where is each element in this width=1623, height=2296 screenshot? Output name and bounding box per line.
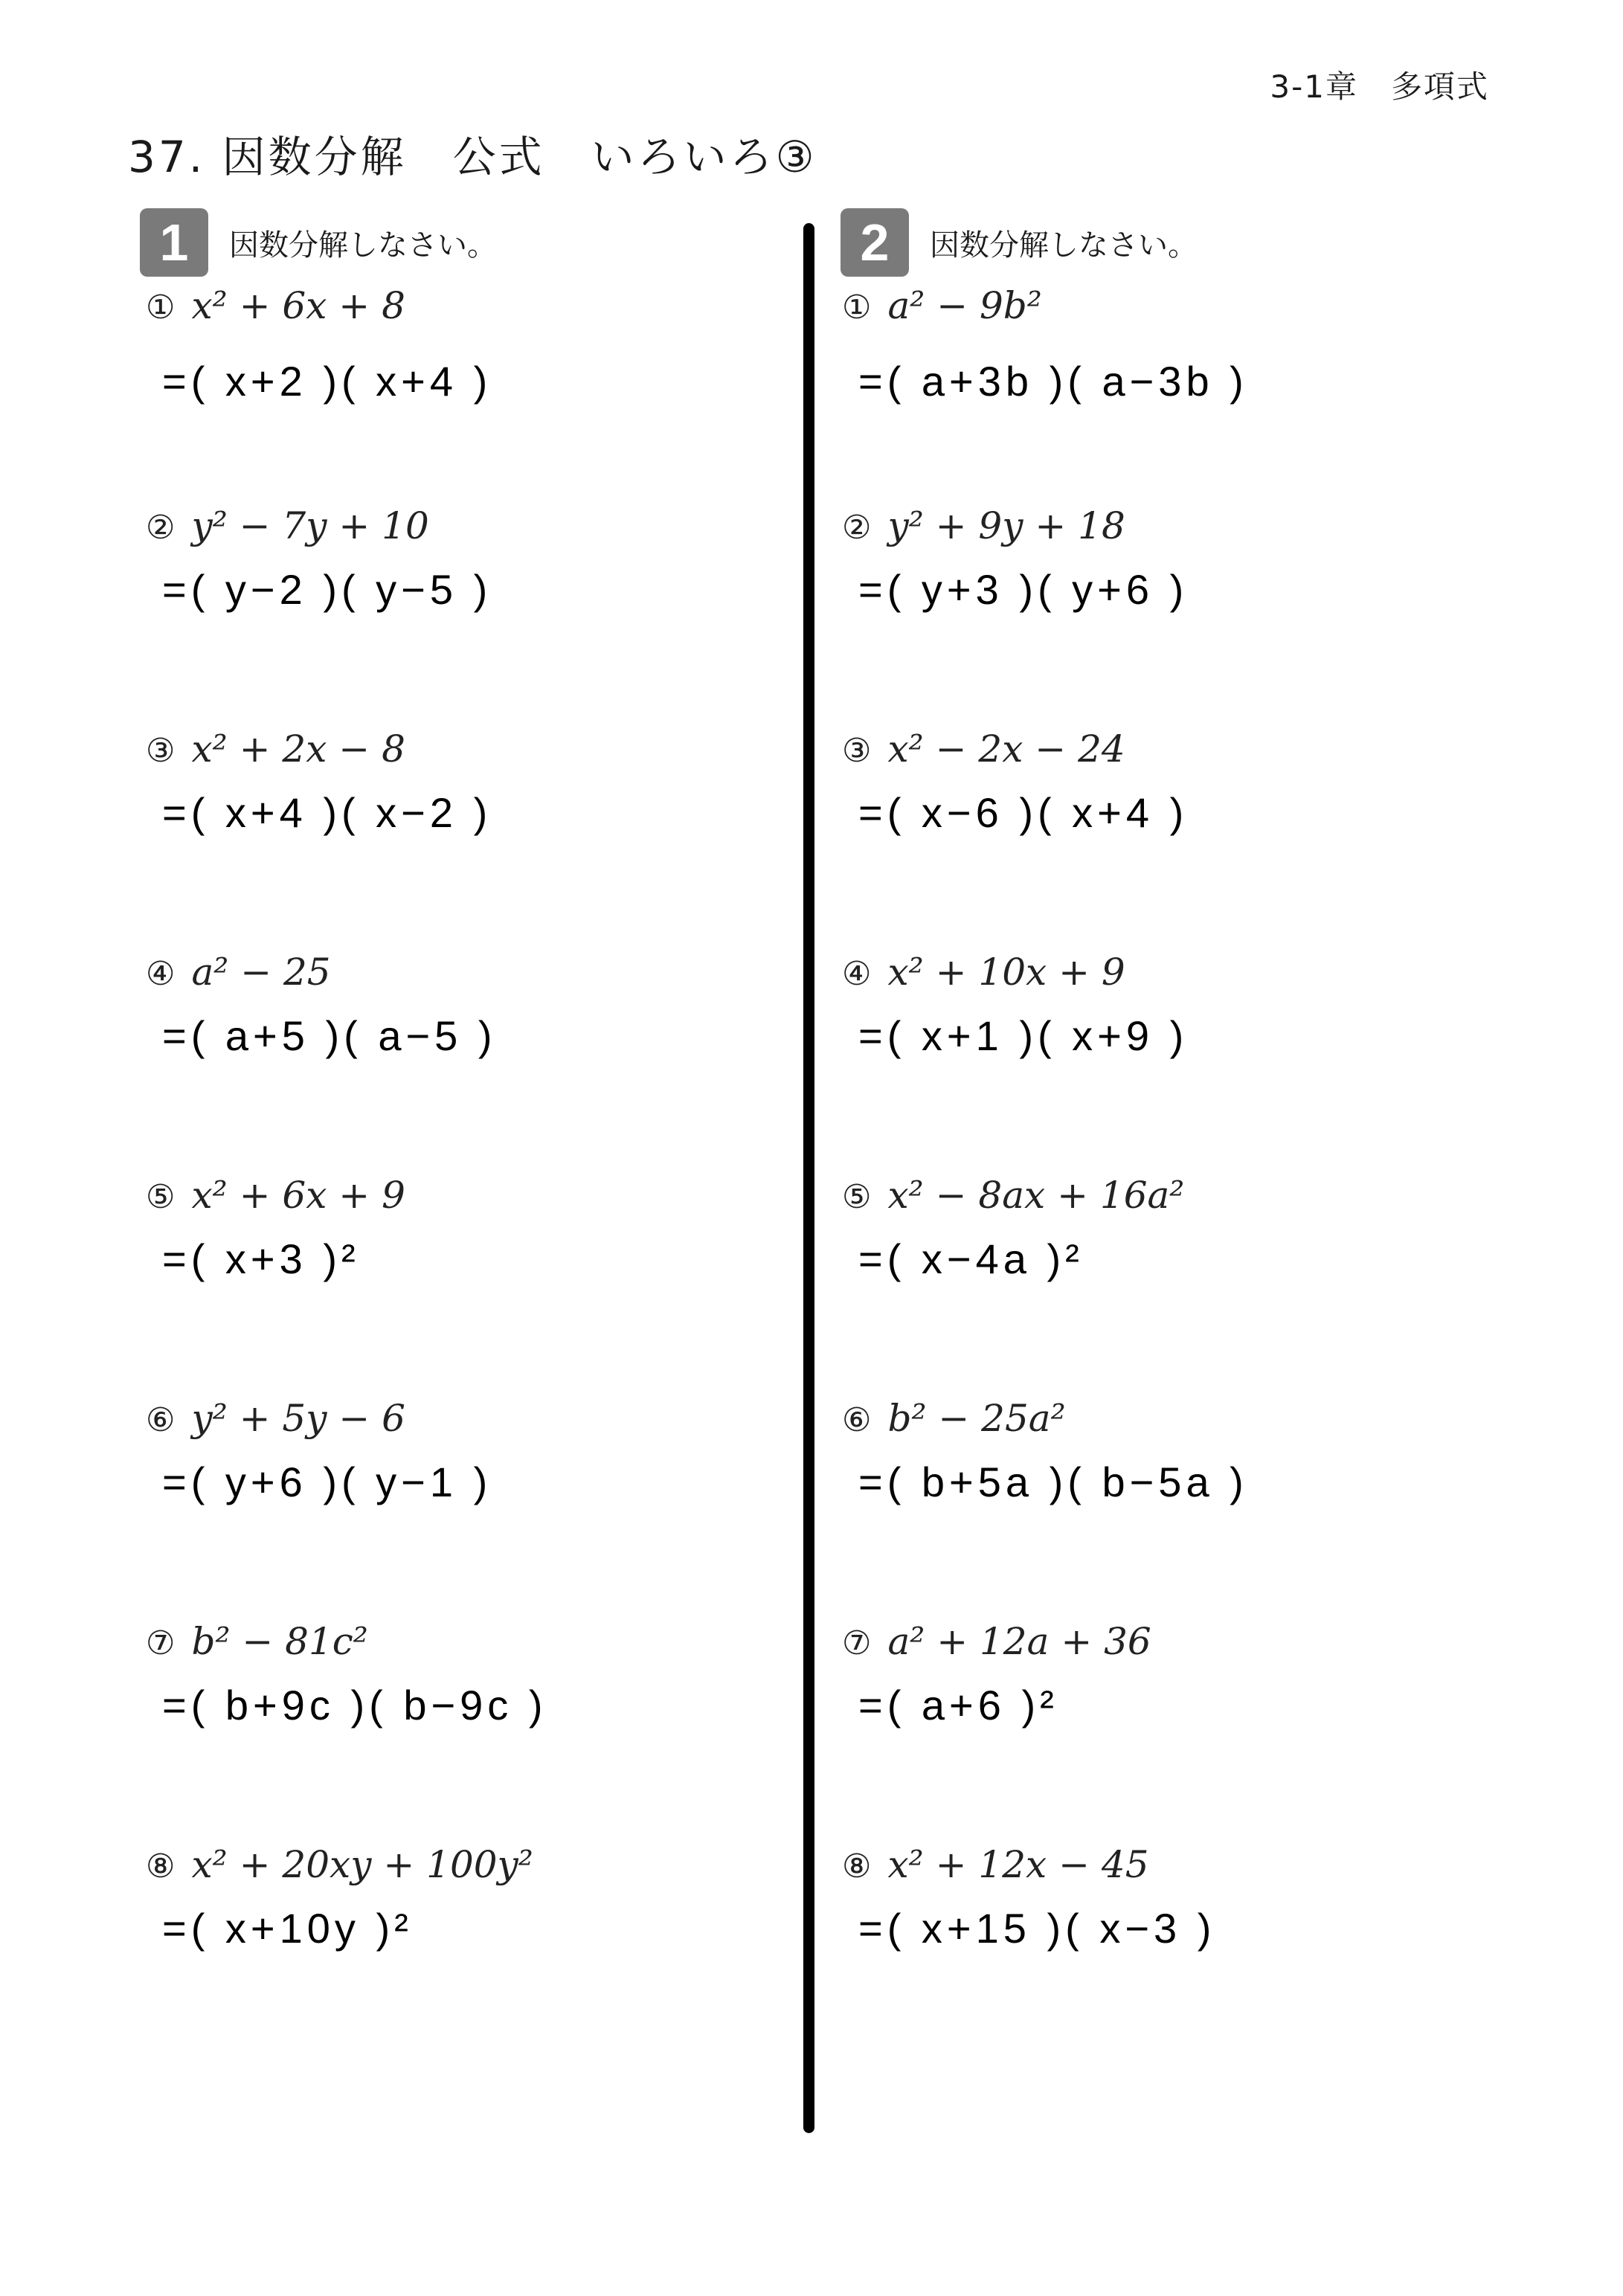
section-1-header [140,208,497,277]
problem-question: x² − 2x − 24 [887,727,1125,771]
problem-question: a² + 12a + 36 [887,1620,1151,1663]
problem-answer: =( x+2 )( x+4 ) [162,358,492,405]
problem-2-8 [842,1843,1511,1952]
problem-number: ③ [842,732,872,770]
problem-number: ⑤ [842,1178,872,1216]
problem-1-4 [146,951,815,1060]
problem-number: ② [146,509,176,547]
problem-answer: =( x+1 )( x+9 ) [858,1012,1189,1059]
problem-question: a² − 9b² [887,284,1042,327]
problem-1-5 [146,1174,815,1283]
problem-number: ④ [146,955,176,993]
problem-number: ⑦ [842,1624,872,1662]
problem-question: x² + 2x − 8 [191,727,405,771]
problem-number: ⑥ [146,1401,176,1439]
problem-question: b² − 25a² [887,1397,1066,1440]
problem-answer: =( a+6 )² [858,1682,1058,1729]
problem-1-7 [146,1620,815,1729]
problem-answer: =( a+5 )( a−5 ) [162,1012,497,1059]
section-number-badge: 2 [841,208,909,277]
problem-answer: =( x−4a )² [858,1235,1084,1282]
chapter-label: 3-1章 多項式 [1270,68,1489,105]
problem-2-4 [842,951,1511,1060]
problem-2-2 [842,504,1511,614]
problem-answer: =( x+4 )( x−2 ) [162,789,492,836]
problem-2-1 [842,284,1511,405]
problem-number: ③ [146,732,176,770]
problem-answer: =( x−6 )( x+4 ) [858,789,1189,836]
problem-answer: =( x+10y )² [162,1905,413,1952]
problem-number: ⑦ [146,1624,176,1662]
problem-question: a² − 25 [191,951,331,994]
problem-number: ⑧ [842,1848,872,1885]
problem-question: y² + 5y − 6 [191,1397,405,1440]
problem-question: x² + 6x + 8 [191,284,405,327]
problem-question: b² − 81c² [191,1620,368,1663]
problem-question: y² − 7y + 10 [191,504,429,547]
problem-number: ① [146,289,176,327]
problem-question: y² + 9y + 18 [887,504,1125,547]
section-instruction: 因数分解しなさい。 [930,228,1198,263]
problem-question: x² + 6x + 9 [191,1174,405,1217]
problem-answer: =( x+15 )( x−3 ) [858,1905,1216,1952]
problem-number: ② [842,509,872,547]
problem-number: ① [842,289,872,327]
problem-number: ④ [842,955,872,993]
problem-2-3 [842,727,1511,837]
section-instruction: 因数分解しなさい。 [229,228,497,263]
problem-2-5 [842,1174,1511,1283]
problem-answer: =( b+9c )( b−9c ) [162,1682,547,1729]
problem-answer: =( y+3 )( y+6 ) [858,566,1189,613]
problem-number: ⑧ [146,1848,176,1885]
section-2-header [841,208,1198,277]
problem-question: x² + 12x − 45 [887,1843,1149,1886]
problem-answer: =( y+6 )( y−1 ) [162,1459,492,1505]
problem-number: ⑥ [842,1401,872,1439]
problem-1-8 [146,1843,815,1952]
worksheet-title: 37. 因数分解 公式 いろいろ③ [128,132,817,182]
problem-answer: =( x+3 )² [162,1235,360,1282]
problem-2-7 [842,1620,1511,1729]
problem-answer: =( a+3b )( a−3b ) [858,358,1248,405]
problem-question: x² − 8ax + 16a² [887,1174,1185,1217]
problem-2-6 [842,1397,1511,1506]
section-number-badge: 1 [140,208,208,277]
problem-1-1 [146,284,815,405]
problem-1-6 [146,1397,815,1506]
problem-1-2 [146,504,815,614]
problem-answer: =( y−2 )( y−5 ) [162,566,492,613]
problem-question: x² + 10x + 9 [887,951,1125,994]
problem-1-3 [146,727,815,837]
problem-question: x² + 20xy + 100y² [191,1843,533,1886]
problem-number: ⑤ [146,1178,176,1216]
problem-answer: =( b+5a )( b−5a ) [858,1459,1248,1505]
